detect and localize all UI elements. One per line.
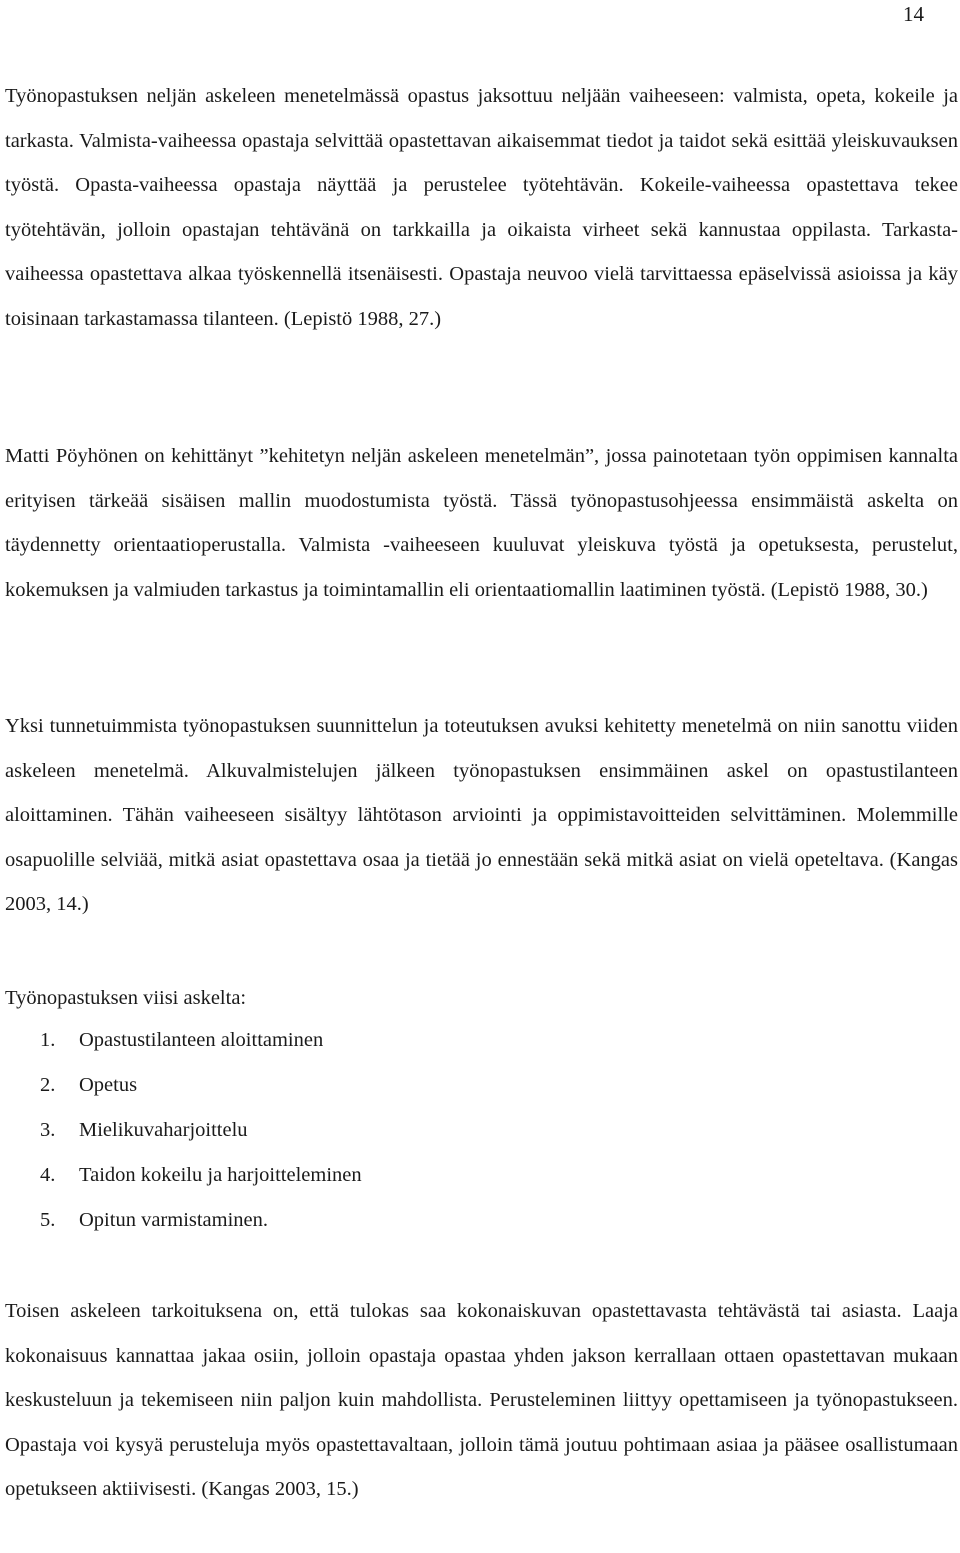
list-item-text: Opetus [79, 1074, 138, 1096]
steps-list [40, 1018, 362, 1243]
list-item-number: 1. [40, 1029, 56, 1051]
paragraph-second-step: Toisen askeleen tarkoituksena on, että tulokas saa kokonaiskuvan opastettavasta tehtävästä tai asiasta. Laaja kokonaisuus kannattaa jakaa osiin, jolloin opastaja opastaa yhden jakson kerrallaan ottaen opastettavan mukaan keskusteluun ja tekemiseen niin paljon kuin mahdollista. Perusteleminen liittyy opettamiseen ja työnopastukseen. Opastaja voi kysyä perusteluja myös opastettavaltaan, jolloin tämä joutuu pohtimaan asiaa ja pääsee osallistumaan opetukseen aktiivisesti. (Kangas 2003, 15.) [5, 1300, 958, 1500]
list-item-text: Taidon kokeilu ja harjoitteleminen [79, 1164, 362, 1186]
list-item-text: Opitun varmistaminen. [79, 1209, 269, 1231]
list-item-number: 4. [40, 1164, 56, 1186]
page-number: 14 [903, 2, 924, 26]
paragraph-four-step-method: Työnopastuksen neljän askeleen menetelmässä opastus jaksottuu neljään vaiheeseen: valmista, opeta, kokeile ja tarkasta. Valmista-vaiheessa opastaja selvittää opastettavan aikaisemmat tiedot ja taidot sekä esittää yleiskuvauksen työstä. Opasta-vaiheessa opastaja näyttää ja perustelee työtehtävän. Kokeile-vaiheessa opastettava tekee työtehtävän, jolloin opastajan tehtävänä on tarkkailla ja oikaista virheet sekä kannustaa oppilasta. Tarkasta-vaiheessa opastettava alkaa työskennellä itsenäisesti. Opastaja neuvoo vielä tarvittaessa epäselvissä asioissa ja käy toisinaan tarkastamassa tilanteen. (Lepistö 1988, 27.) [5, 85, 958, 330]
list-item [40, 1063, 362, 1108]
list-item [40, 1198, 362, 1243]
list-item-text: Mielikuvaharjoittelu [79, 1119, 248, 1141]
list-item [40, 1018, 362, 1063]
list-title: Työnopastuksen viisi askelta: [5, 987, 247, 1009]
list-item [40, 1153, 362, 1198]
list-item [40, 1108, 362, 1153]
paragraph-five-step-method: Yksi tunnetuimmista työnopastuksen suunnittelun ja toteutuksen avuksi kehitetty menetelmä on niin sanottu viiden askeleen menetelmä. Alkuvalmistelujen jälkeen työnopastuksen ensimmäinen askel on opastustilanteen aloittaminen. Tähän vaiheeseen sisältyy lähtötason arviointi ja oppimistavoitteiden selvittäminen. Molemmille osapuolille selviää, mitkä asiat opastettava osaa ja tietää jo ennestään sekä mitkä asiat on vielä opeteltava. (Kangas 2003, 14.) [5, 715, 958, 915]
list-item-text: Opastustilanteen aloittaminen [79, 1029, 324, 1051]
list-item-number: 2. [40, 1074, 56, 1096]
list-item-number: 5. [40, 1209, 56, 1231]
list-item-number: 3. [40, 1119, 56, 1141]
paragraph-developed-four-step-method: Matti Pöyhönen on kehittänyt ”kehitetyn neljän askeleen menetelmän”, jossa painotetaan työn oppimisen kannalta erityisen tärkeää sisäisen mallin muodostumista työstä. Tässä työnopastusohjeessa ensimmäistä askelta on täydennetty orientaatioperustalla. Valmista -vaiheeseen kuuluvat yleiskuva työstä ja opetuksesta, perustelut, kokemuksen ja valmiuden tarkastus ja toimintamallin eli orientaatiomallin laatiminen työstä. (Lepistö 1988, 30.) [5, 445, 958, 601]
